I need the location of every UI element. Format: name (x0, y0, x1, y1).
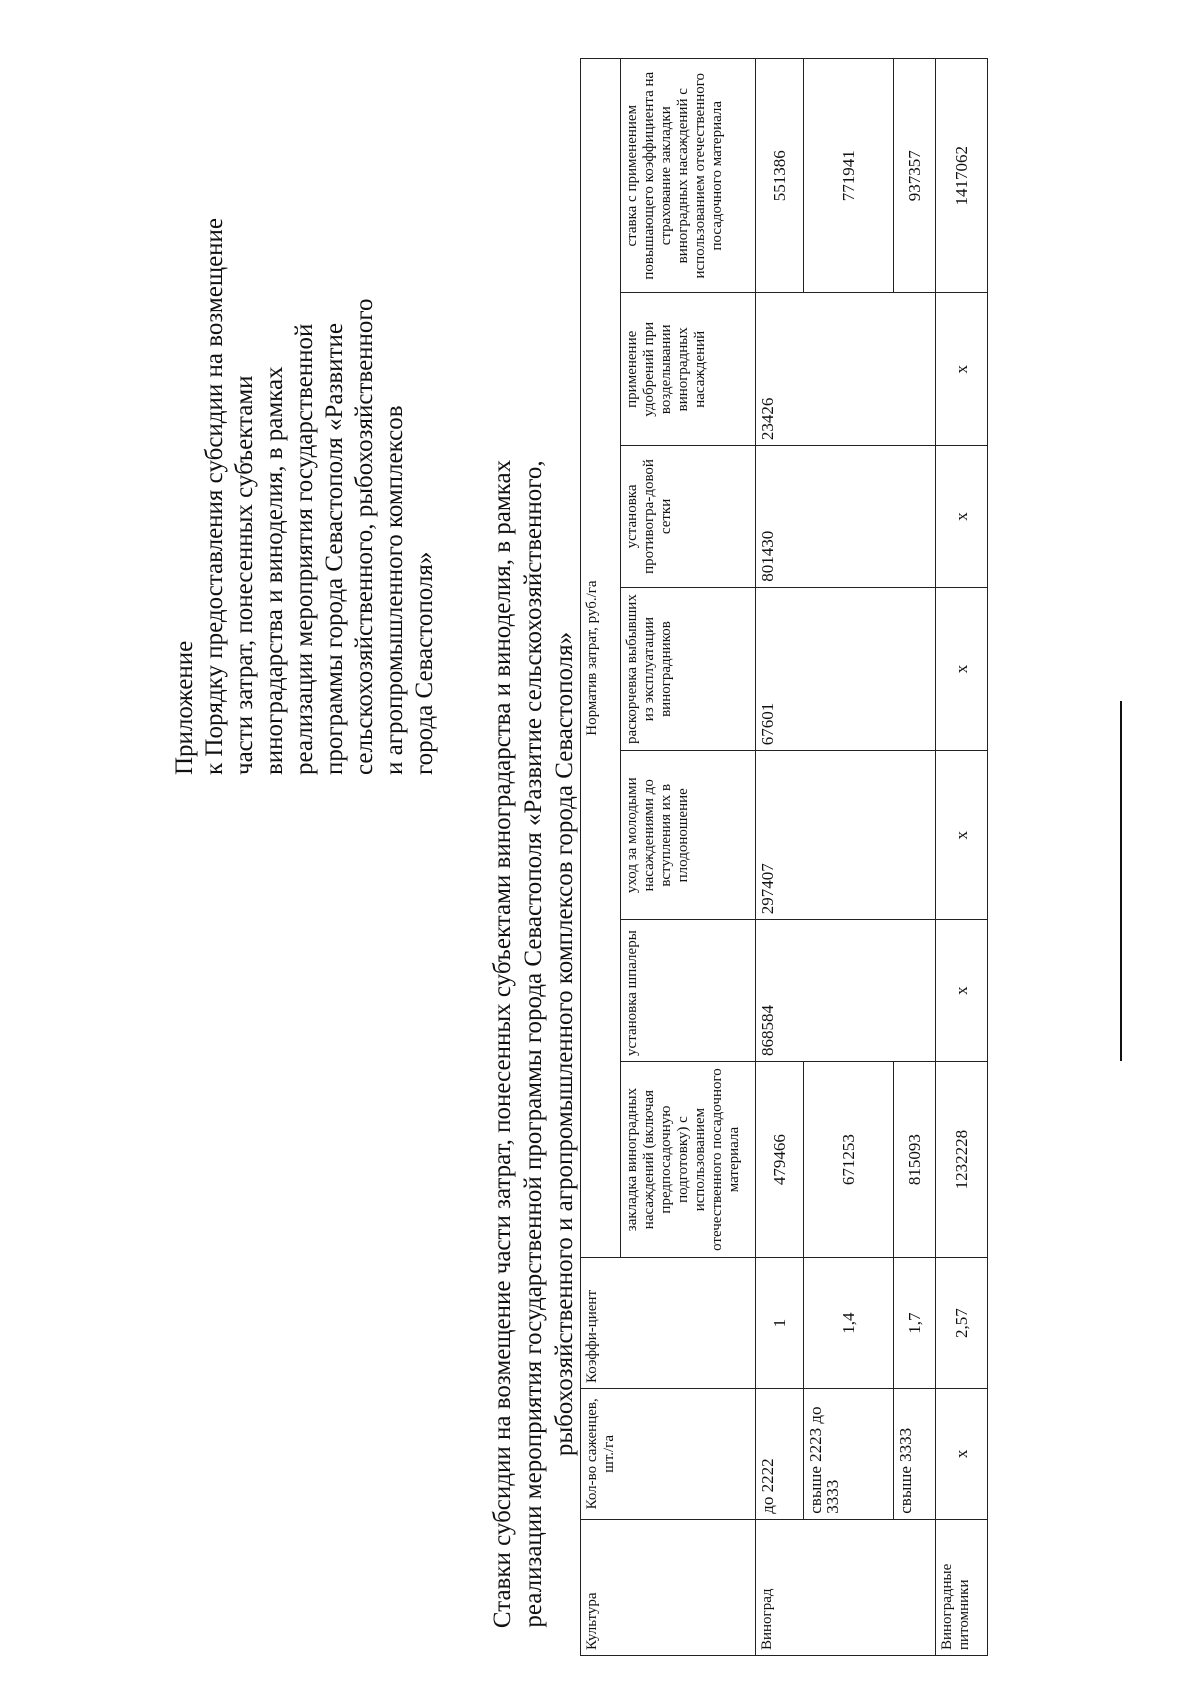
subheader-care: уход за молодыми насаждениями до вступления их в плодоношение (621, 751, 756, 920)
appendix-line: Приложение (171, 640, 198, 775)
document-title (487, 454, 580, 1634)
insurance-rate-value: 771941 (804, 59, 894, 293)
coefficient: 2,57 (936, 1258, 988, 1389)
culture-grape: Виноград (756, 1519, 936, 1655)
uprooting-value: 67601 (756, 587, 936, 751)
appendix-line: и агропромышленного комплексов (381, 405, 408, 775)
subheader-hail-net: установка противогра-довой сетки (621, 446, 756, 588)
subheader-uprooting: раскорчевка выбывших из эксплуатации виноградников (621, 587, 756, 751)
title-line: реализации мероприятия государственной программы города Севастополя «Развитие сельскохозяйственного, (520, 460, 547, 1628)
title-line: Ставки субсидии на возмещение части затрат, понесенных субъектами виноградарства и виноделия, в рамках (489, 459, 516, 1629)
planting-value: 479466 (756, 1061, 804, 1257)
fertilizers-value: 23426 (756, 293, 936, 446)
seedling-count: до 2222 (756, 1388, 804, 1519)
coefficient: 1,7 (894, 1258, 936, 1389)
header-row (581, 59, 621, 1656)
seedling-count: свыше 2223 до 3333 (804, 1388, 894, 1519)
subheader-planting: закладка виноградных насаждений (включая предпосадочную подготовку) с использованием отечественного посадочного материала (621, 1061, 756, 1257)
table-row (936, 59, 988, 1656)
coefficient: 1 (756, 1258, 804, 1389)
subheader-trellis: установка шпалеры (621, 920, 756, 1062)
trellis-value: 868584 (756, 920, 936, 1062)
planting-value: 1232228 (936, 1061, 988, 1257)
insurance-rate-value: 551386 (756, 59, 804, 293)
hail-net-value: х (936, 446, 988, 588)
closing-rule-line (1120, 701, 1122, 1061)
care-value: х (936, 751, 988, 920)
header-coefficient: Коэффи-циент (581, 1258, 756, 1389)
care-value: 297407 (756, 751, 936, 920)
planting-value: 671253 (804, 1061, 894, 1257)
subheader-insurance-rate: ставка с применением повышающего коэффициента на страхование закладки виноградных насаждений с использованием отечественного посадочного материала (621, 59, 756, 293)
planting-value: 815093 (894, 1061, 936, 1257)
appendix-line: реализации мероприятия государственной (291, 323, 318, 775)
table-row (756, 59, 804, 1656)
appendix-line: части затрат, понесенных субъектами (231, 375, 258, 775)
fertilizers-value: х (936, 293, 988, 446)
appendix-line: сельскохозяйственного, рыбохозяйственного (351, 298, 378, 775)
header-seedling-count: Кол-во саженцев, шт./га (581, 1388, 756, 1519)
culture-nursery: Виноградные питомники (936, 1519, 988, 1655)
header-cost-norm: Норматив затрат, руб./га (581, 59, 621, 1258)
seedling-count: свыше 3333 (894, 1388, 936, 1519)
insurance-rate-value: 1417062 (936, 59, 988, 293)
insurance-rate-value: 937357 (894, 59, 936, 293)
appendix-line: программы города Севастополя «Развитие (321, 323, 348, 775)
header-culture: Культура (581, 1519, 756, 1655)
appendix-line: виноградарства и виноделия, в рамках (261, 366, 288, 775)
title-line: рыбохозяйственного и агропромышленного комплексов города Севастополя» (551, 631, 578, 1457)
coefficient: 1,4 (804, 1258, 894, 1389)
subsidy-rates-table (580, 58, 988, 1656)
appendix-line: к Порядку предоставления субсидии на возмещение (201, 217, 228, 775)
uprooting-value: х (936, 587, 988, 751)
appendix-line: города Севастополя» (411, 551, 438, 775)
hail-net-value: 801430 (756, 446, 936, 588)
seedling-count: х (936, 1388, 988, 1519)
appendix-header (170, 75, 440, 775)
subheader-fertilizers: применение удобрений при возделывании виноградных насаждений (621, 293, 756, 446)
trellis-value: х (936, 920, 988, 1062)
